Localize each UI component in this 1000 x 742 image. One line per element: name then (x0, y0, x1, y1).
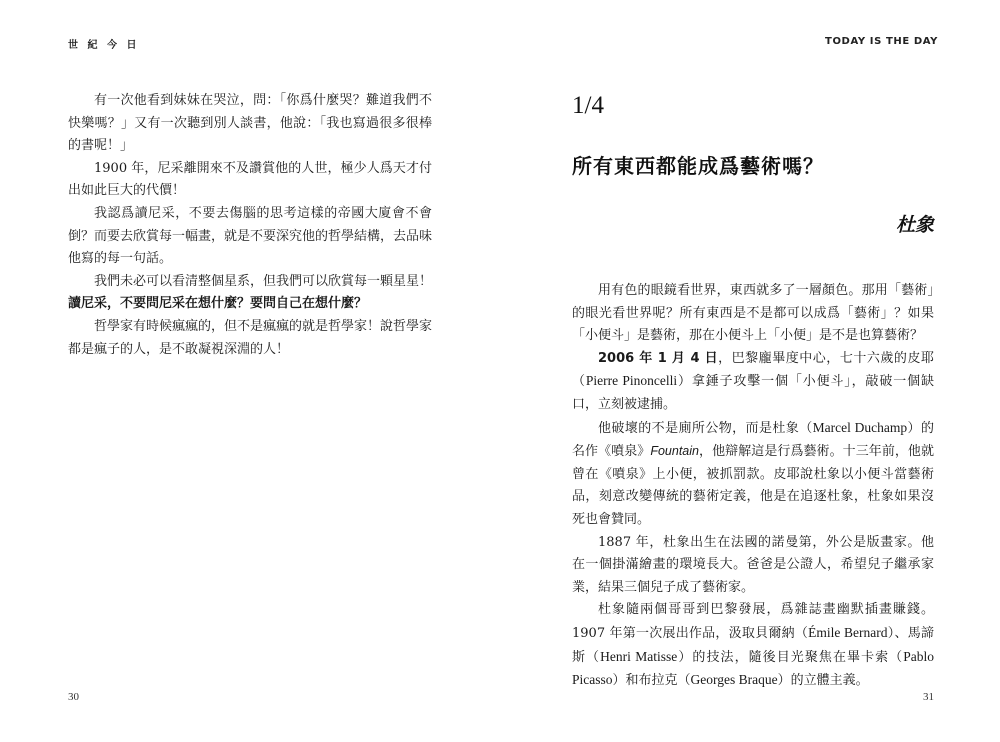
page-number: 30 (68, 691, 79, 703)
latin-name: Émile Bernard (808, 624, 888, 640)
paragraph: 他破壞的不是廁所公物，而是杜象（Marcel Duchamp）的名作《噴泉》Fountain，他辯解這是行爲藝術。十三年前，他就曾在《噴泉》上小便，被抓罰款。皮耶說杜象以小便斗當藝術品，刻意改變傳統的藝術定義，他是在追逐杜象，杜象如果沒死也會贊同。 (572, 419, 934, 527)
paragraph: 1900 年，尼采離開來不及讚賞他的人世，極少人爲天才付出如此巨大的代價！ (68, 160, 432, 199)
running-head: 世 紀 今 日 (68, 40, 140, 51)
running-head: TODAY IS THE DAY (825, 36, 938, 47)
author-name: 杜象 (895, 214, 934, 236)
latin-name: Pierre Pinoncelli (585, 373, 678, 389)
paragraph: 我們未必可以看清整個星系，但我們可以欣賞每一顆星星！ (94, 273, 433, 289)
paragraph: 有一次他看到妹妹在哭泣，問：「你爲什麼哭？難道我們不快樂嗎？」又有一次聽到別人談書，他說：「我也寫過很多很棒的書呢！」 (68, 93, 432, 154)
bold-statement: 讀尼采，不要問尼采在想什麼？要問自己在想什麼？ (68, 296, 368, 312)
right-body-text (572, 280, 934, 693)
paragraph: 用有色的眼鏡看世界，東西就多了一層顏色。那用「藝術」的眼光看世界呢？所有東西是不是都可以成爲「藝術」？如果「小便斗」是藝術，那在小便斗上「小便」是不是也算藝術？ (572, 283, 934, 344)
page-number: 31 (923, 691, 934, 703)
paragraph: 2006 年 1 月 4 日，巴黎龐畢度中心，七十六歲的皮耶（Pierre Pinoncelli）拿錘子攻擊一個「小便斗」，敲破一個缺口，立刻被逮捕。 (572, 350, 934, 412)
paragraph: 杜象隨兩個哥哥到巴黎發展，爲雜誌畫幽默插畫賺錢。1907 年第一次展出作品，汲取貝爾納（Émile Bernard）、馬諦斯（Henri Matisse）的技法，隨後目光聚焦在畢卡索（Pablo Picasso）和布拉克（Georges Braque）的立體主義。 (572, 602, 934, 689)
work-title: Fountain (650, 444, 699, 459)
latin-name: Georges Braque (690, 672, 778, 688)
latin-name: Marcel Duchamp (812, 419, 908, 435)
date-highlight: 2006 年 1 月 4 日 (598, 350, 719, 366)
latin-name: Pablo Picasso (572, 648, 934, 688)
paragraph: 哲學家有時候瘋瘋的，但不是瘋瘋的就是哲學家！說哲學家都是瘋子的人，是不敢凝視深淵的人！ (68, 318, 433, 357)
paragraph: 1887 年，杜象出生在法國的諾曼第，外公是版畫家。他在一個掛滿繪畫的環境長大。爸爸是公證人，希望兒子繼承家業，結果三個兒子成了藝術家。 (572, 534, 934, 595)
latin-name: Henri Matisse (600, 648, 678, 664)
left-body-text (68, 90, 432, 361)
paragraph: 我認爲讀尼采，不要去傷腦的思考這樣的帝國大廈會不會倒？而要去欣賞每一幅畫，就是不要深究他的哲學結構，去品味他寫的每一句話。 (68, 205, 433, 267)
chapter-title: 所有東西都能成爲藝術嗎？ (572, 154, 824, 178)
chapter-number: 1/4 (572, 92, 604, 119)
